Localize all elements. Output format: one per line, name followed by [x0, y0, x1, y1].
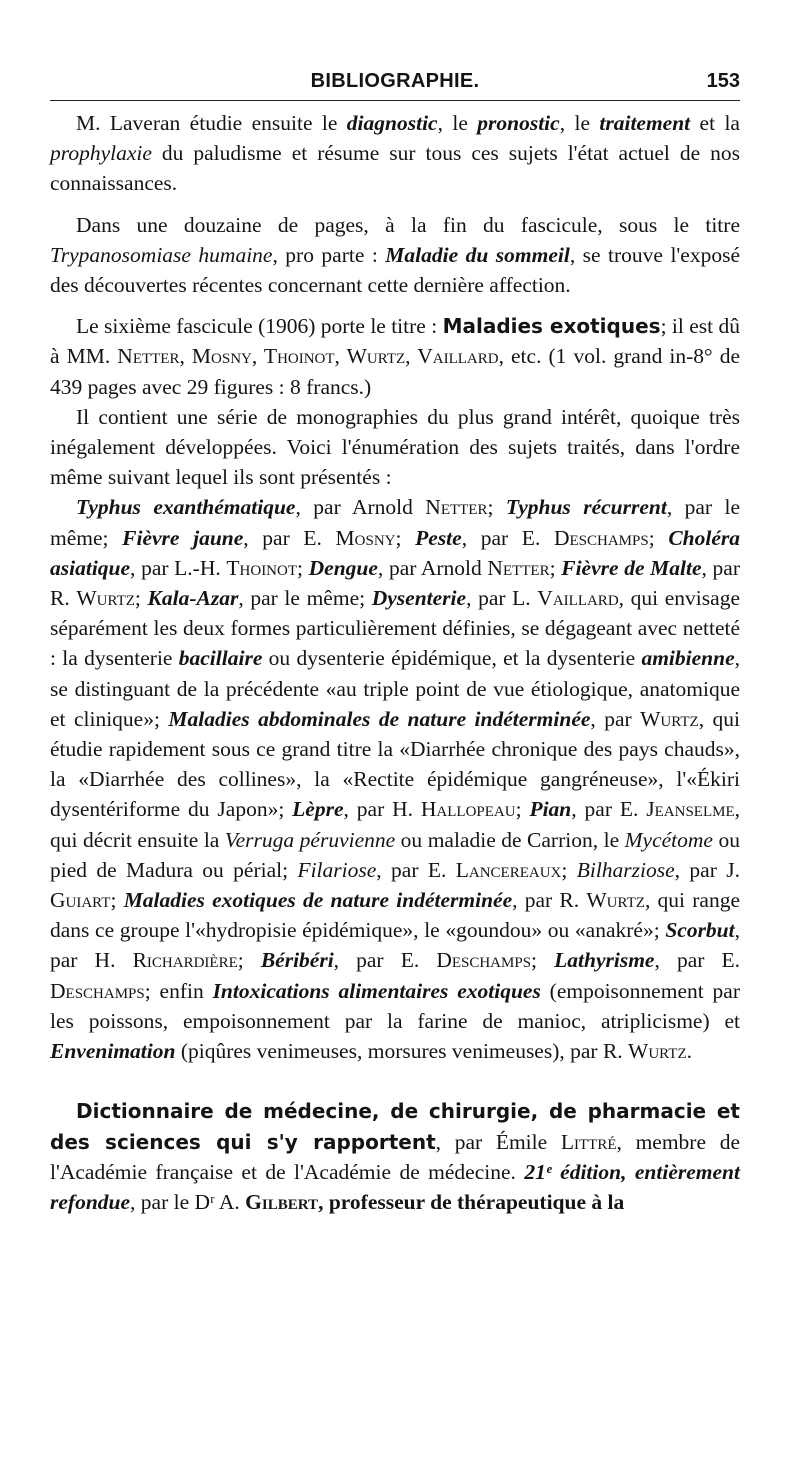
term: amibienne: [641, 646, 735, 671]
title-dictionnaire: Dictionnaire de médecine, de chirurgie, de pharmacie et des sciences qui s'y rapportent: [50, 1099, 740, 1154]
text: , se distinguant de la précédente «au triple point de vue étiologique, anatomique et clinique»;: [50, 646, 740, 731]
text: ;: [110, 888, 124, 913]
topic: Lèpre: [292, 797, 344, 822]
text: , par Émile: [435, 1129, 561, 1154]
text: et la: [690, 111, 740, 135]
text: Le sixième fascicule (1906) porte le titre :: [76, 314, 443, 339]
text: , par H.: [50, 918, 740, 973]
author: Richardière: [132, 948, 238, 973]
text: ;: [515, 797, 530, 822]
author: Lancereaux: [455, 857, 562, 882]
author: Netter: [425, 495, 488, 520]
text: ;: [531, 948, 555, 973]
paragraph-contents: [50, 402, 740, 1066]
topic: Intoxications alimentaires exotiques: [212, 978, 541, 1003]
page-body: [50, 108, 740, 1217]
text: , qui range dans ce groupe l'«hydropisie épidémique», le «goundou» ou «anakré»;: [50, 888, 741, 943]
text: , par E.: [376, 857, 456, 882]
paragraph-trypanosomiase: [50, 210, 740, 301]
text: , par E.: [333, 948, 437, 973]
author: Hallopeau: [420, 797, 516, 822]
text: ou dysenterie épidémique, et la dysenterie: [262, 646, 642, 671]
text: Il contient une série de monographies du plus grand intérêt, quoique très inégalement développées. Voici l'énumération des sujets traités, dans l'ordre même suivant lequel ils sont présentés :: [50, 404, 740, 490]
title-trypanosomiase: Trypanosomiase humaine: [50, 242, 273, 267]
author: Thoinot: [226, 555, 298, 580]
paragraph-dictionnaire: [50, 1096, 740, 1217]
text: , par J.: [674, 857, 740, 882]
author-list: Netter, Mosny, Thoinot, Wurtz, Vaillard: [117, 344, 499, 369]
text: , pro parte :: [272, 242, 386, 267]
topic: Choléra asiatique: [50, 525, 740, 580]
topic: Mycétome: [624, 827, 713, 852]
author: Deschamps: [553, 525, 649, 550]
topic: Typhus récurrent: [505, 495, 667, 520]
topic: Filariose: [297, 857, 377, 882]
topic: Maladies abdominales de nature indéterminée: [168, 706, 591, 731]
text: M. Laveran étudie ensuite le: [76, 111, 347, 135]
text: , le: [437, 111, 478, 135]
text: (piqûres venimeuses, morsures venimeuses), par R.: [175, 1039, 629, 1064]
text: ;: [648, 525, 669, 550]
text: , par: [590, 706, 641, 731]
text: ; enfin: [144, 978, 213, 1003]
text: ; il est dû à MM.: [50, 314, 740, 369]
author-gilbert: Gilbert: [245, 1189, 319, 1214]
text: , par H.: [343, 797, 421, 822]
text: , par E.: [571, 797, 647, 822]
text: , par le Dʳ A.: [130, 1189, 246, 1214]
running-title: BIBLIOGRAPHIE.: [310, 70, 480, 92]
text: ;: [549, 555, 562, 580]
text: ou pied de Madura ou périal;: [50, 827, 740, 882]
text: , par E.: [243, 525, 336, 550]
term-traitement: traitement: [599, 111, 691, 135]
topic: Dengue: [308, 555, 378, 580]
term-diagnostic: diagnostic: [346, 111, 438, 135]
title-maladie-du-sommeil: Maladie du sommeil: [385, 242, 570, 267]
title-maladies-exotiques: Maladies exotiques: [442, 314, 661, 339]
text: , par R.: [512, 888, 587, 913]
text: ;: [561, 857, 577, 882]
topic: Fièvre jaune: [122, 525, 244, 550]
text: , par L.: [466, 586, 538, 611]
author: Deschamps: [436, 948, 532, 973]
text: , le: [559, 111, 600, 135]
topic: Bilharziose: [576, 857, 675, 882]
author-littre: Littré: [560, 1129, 617, 1154]
term-pronostic: pronostic: [477, 111, 560, 135]
term: bacillaire: [178, 646, 263, 671]
edition: 21ᵉ édition, entièrement refondue: [50, 1159, 740, 1214]
topic: Verruga péruvienne: [224, 827, 396, 852]
text: , par E.: [654, 948, 740, 973]
text: (empoisonnement par les poissons, empoisonnement par la farine de manioc, atriplicisme) et: [50, 978, 740, 1033]
text: , qui décrit ensuite la: [50, 797, 740, 852]
text: , par E.: [461, 525, 554, 550]
topic: Maladies exotiques de nature indéterminée: [123, 888, 513, 913]
author: Guiart: [50, 888, 111, 913]
text: , par le même;: [50, 495, 741, 550]
text: , par le même;: [238, 586, 372, 611]
running-header: [50, 70, 740, 101]
text: , etc. (1 vol. grand in-8° de 439 pages avec 29 figures : 8 francs.): [50, 344, 741, 399]
author: Mosny: [335, 525, 396, 550]
text: ;: [237, 948, 261, 973]
topic: Kala-Azar: [147, 586, 239, 611]
author: Wurtz: [76, 586, 135, 611]
text: , professeur de thérapeutique à la: [318, 1189, 625, 1214]
term-prophylaxie: prophylaxie: [50, 141, 152, 166]
text: ;: [487, 495, 506, 520]
topic: Fièvre de Malte: [561, 555, 702, 580]
text: ;: [134, 586, 148, 611]
topic: Dysenterie: [371, 586, 467, 611]
author: Deschamps: [50, 978, 145, 1003]
text: , qui envisage séparément les deux formes particulièrement définies, se dégageant avec netteté : la dysenterie: [50, 586, 740, 671]
text: , par R.: [50, 555, 740, 611]
paragraph-laveran: [50, 108, 740, 199]
text: , par L.-H.: [130, 555, 227, 580]
page-number: 153: [706, 70, 740, 92]
text: , qui étudie rapidement sous ce grand titre la «Diarrhée chronique des pays chauds», la «Diarrhée des collines», la «Rectite épidémique gangréneuse», l'«Ékiri dysentériforme du Japon»;: [50, 706, 741, 822]
topic: Lathyrisme: [554, 948, 655, 973]
topic: Scorbut: [665, 918, 735, 943]
author: Wurtz: [640, 706, 699, 731]
paragraph-sixieme-fascicule: [50, 311, 740, 402]
text: , se trouve l'exposé des découvertes récentes concernant cette dernière affection.: [50, 242, 740, 298]
text: Dans une douzaine de pages, à la fin du fascicule, sous le titre: [76, 212, 740, 237]
text: du paludisme et résume sur tous ces sujets l'état actuel de nos connaissances.: [50, 141, 740, 196]
text: , par Arnold: [295, 495, 426, 520]
author: Netter: [487, 555, 550, 580]
text: , membre de l'Académie française et de l'Académie de médecine.: [50, 1129, 740, 1184]
text: ;: [297, 555, 309, 580]
author: Vaillard: [537, 586, 619, 611]
topic: Typhus exanthématique: [76, 495, 296, 520]
topic: Peste: [415, 525, 462, 550]
text: , par Arnold: [377, 555, 488, 580]
text: .: [686, 1039, 692, 1064]
text: ou maladie de Carrion, le: [395, 827, 625, 852]
author: Wurtz: [628, 1039, 687, 1064]
topic: Béribéri: [260, 948, 334, 973]
text: ;: [395, 525, 416, 550]
author: Jeanselme: [646, 797, 735, 822]
topic: Pian: [529, 797, 572, 822]
topic: Envenimation: [50, 1039, 176, 1064]
author: Wurtz: [586, 888, 645, 913]
